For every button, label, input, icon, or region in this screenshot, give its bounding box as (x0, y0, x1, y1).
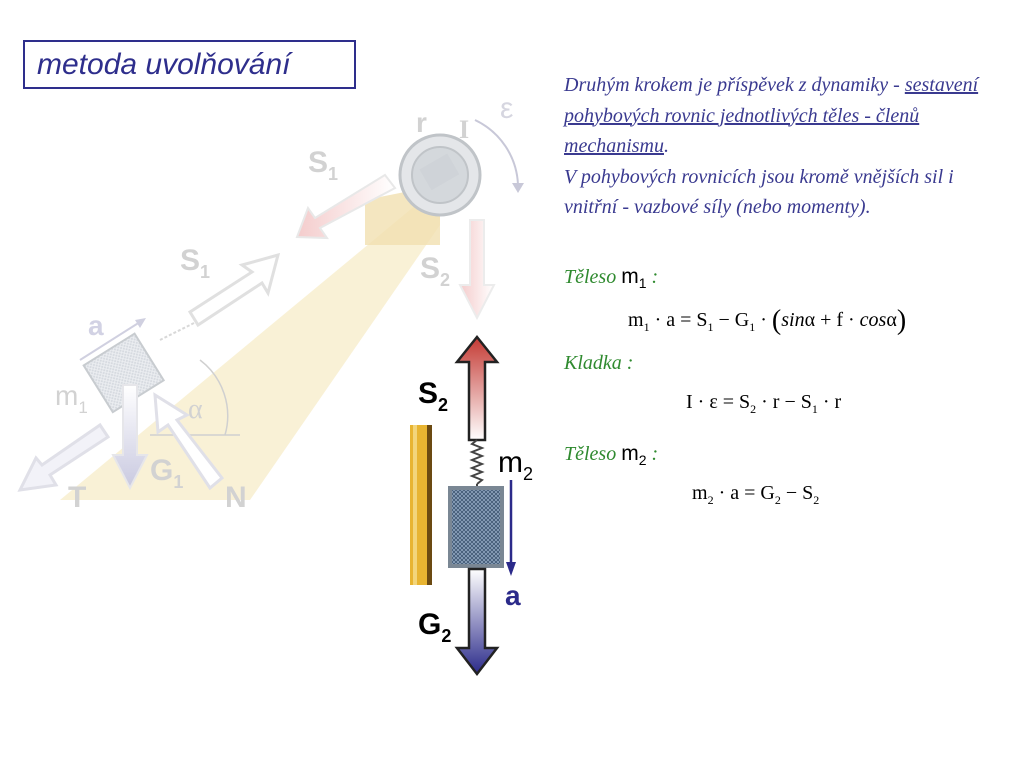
label-letter: G (150, 454, 174, 487)
label-g2 (418, 608, 451, 646)
label-subscript: 2 (523, 464, 534, 484)
label-letter: S (308, 146, 329, 179)
label-m1 (55, 380, 88, 417)
equation-pulley: $I \cdot \varepsilon = S_2 \cdot r - S_1 \cdot r$ (686, 391, 842, 416)
symbol-letter: m (621, 265, 639, 288)
paragraph-part4: V pohybových rovnicích jsou kromě vnějších sil i vnitřní - vazbové síly (nebo momenty). (564, 165, 954, 218)
label-subscript: 2 (441, 626, 452, 646)
rope-m1 (160, 320, 200, 340)
arrow-a-head (506, 562, 516, 576)
label-letter: m (498, 446, 523, 479)
epsilon-arrow-head (512, 183, 524, 193)
section-label-text: Kladka : (564, 352, 634, 374)
label-s1-upper (308, 146, 338, 184)
label-subscript: 2 (440, 270, 451, 290)
equation-body-m1: $m_1 \cdot a = S_1 - G_1 \cdot (\sin\alpha + f \cdot \cos\alpha)$ (628, 305, 907, 336)
label-letter: G (418, 608, 442, 641)
equation-body-m2: $m_2 \cdot a = G_2 - S_2$ (692, 482, 820, 507)
wall-edge (427, 425, 432, 585)
label-letter: m (55, 380, 79, 411)
symbol-letter: m (621, 442, 639, 465)
faded-arrow-s2 (460, 220, 494, 318)
label-m2 (498, 446, 533, 484)
section-label-suffix: : (646, 443, 659, 465)
symbol-subscript: 1 (638, 275, 647, 292)
label-subscript: 1 (173, 472, 184, 492)
label-epsilon: ε (500, 92, 514, 125)
arrow-s2 (457, 337, 497, 440)
paragraph-underlined: sestavení pohybových rovnic jednotlivých těles - členů mechanismu (564, 74, 979, 157)
label-n: N (225, 481, 247, 514)
body-m2 (450, 488, 502, 566)
label-letter: S (180, 244, 201, 277)
label-a-faded: a (88, 310, 104, 341)
label-alpha: α (188, 394, 203, 425)
label-inertia: I (459, 115, 470, 144)
label-letter: S (420, 252, 441, 285)
spring (472, 440, 482, 484)
label-subscript: 2 (438, 395, 449, 415)
faded-mechanism (20, 92, 524, 514)
section-label-text: Těleso (564, 443, 617, 465)
label-r: r (416, 107, 427, 138)
label-a: a (505, 580, 521, 611)
label-t: T (68, 481, 87, 514)
label-subscript: 1 (200, 262, 211, 282)
label-s2-faded (420, 252, 450, 290)
symbol-subscript: 2 (638, 452, 647, 469)
wall-highlight (413, 425, 417, 585)
label-subscript: 1 (328, 164, 339, 184)
active-free-body (410, 337, 533, 674)
label-s1-lower (180, 244, 210, 282)
arrow-g2 (457, 569, 497, 674)
label-letter: S (418, 377, 439, 410)
section-label-text: Těleso (564, 266, 617, 288)
section-label-suffix: : (646, 266, 659, 288)
label-subscript: 1 (78, 398, 88, 417)
paragraph-part3: . (663, 135, 669, 157)
paragraph-part1: Druhým krokem je příspěvek z dynamiky - (564, 74, 905, 96)
label-s2 (418, 377, 448, 415)
page-title: metoda uvolňování (37, 48, 291, 81)
